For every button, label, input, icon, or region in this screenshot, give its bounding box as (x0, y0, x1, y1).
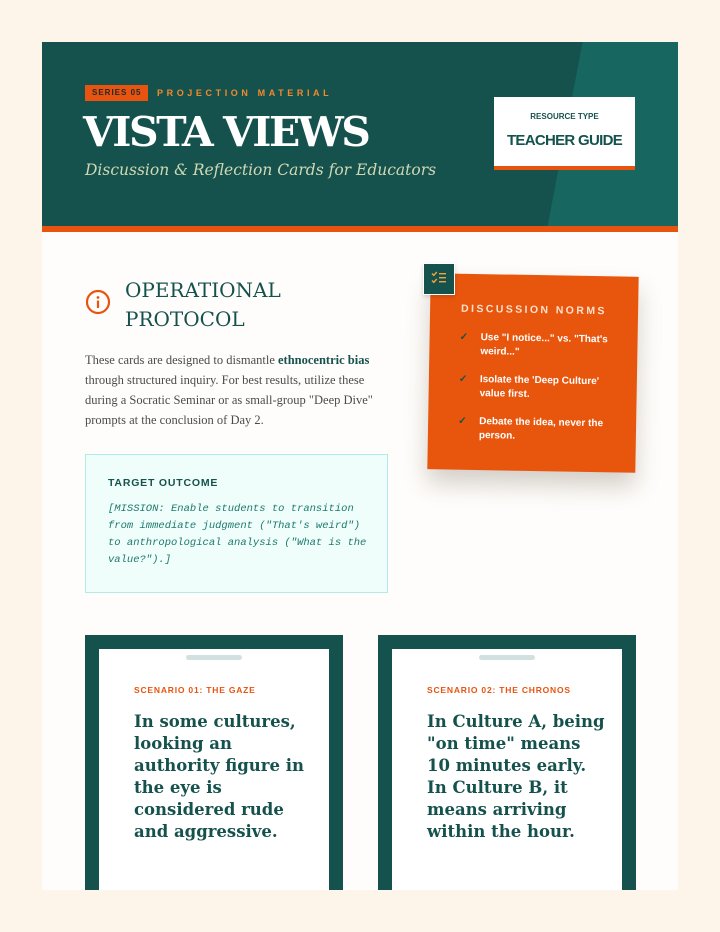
document-page (42, 42, 678, 890)
projection-label: PROJECTION MATERIAL (157, 88, 333, 98)
norm-item (458, 373, 619, 418)
target-outcome-box (85, 454, 388, 593)
protocol-title-line-1: OPERATIONAL (125, 278, 281, 302)
norm-item-text: Use "I notice..." vs. "That's weird..." (480, 332, 608, 358)
scenario-card (378, 635, 636, 890)
discussion-norms-card (427, 273, 638, 473)
protocol-body-start: These cards are designed to dismantle (85, 353, 278, 367)
scenario-text: In some cultures, looking an authority figure in the eye is considered rude and aggressive. (134, 712, 304, 841)
page-subtitle: Discussion & Reflection Cards for Educators (85, 161, 437, 179)
info-icon (85, 289, 111, 315)
scenario-label: SCENARIO 02: THE CHRONOS (427, 685, 571, 695)
check-icon: ✓ (458, 373, 468, 385)
protocol-body-emphasis: ethnocentric bias (278, 353, 370, 367)
scenario-text: In Culture A, being "on time" means 10 minutes early. In Culture B, it means arriving within the hour. (427, 712, 605, 841)
norm-item-text: Isolate the 'Deep Culture' value first. (479, 374, 600, 400)
discussion-norms-list (458, 331, 620, 460)
check-icon: ✓ (459, 331, 469, 343)
series-badge: SERIES 05 (85, 85, 148, 101)
norm-item (459, 331, 620, 376)
discussion-norms-title: DISCUSSION NORMS (461, 302, 607, 318)
header-accent-rule (42, 226, 678, 232)
resource-type-value: TEACHER GUIDE (506, 132, 623, 149)
resource-type-card (494, 97, 635, 170)
card-handle (479, 655, 535, 660)
scenario-card (85, 635, 343, 890)
norm-item (458, 415, 619, 460)
checklist-tag (423, 263, 455, 295)
check-icon: ✓ (458, 415, 467, 427)
protocol-description (85, 350, 395, 430)
protocol-body-end: through structured inquiry. For best results, utilize these during a Socratic Seminar or as small-group "Deep Dive" prompts at the conclusion of Day 2. (85, 373, 373, 427)
target-outcome-text: [MISSION: Enable students to transition from immediate judgment ("That's weird") to anthropological analysis ("What is the value?").] (108, 503, 367, 566)
scenario-card-face (99, 649, 329, 890)
card-handle (186, 655, 242, 660)
target-outcome-title: TARGET OUTCOME (108, 477, 219, 489)
page-title: VISTA VIEWS (83, 108, 369, 156)
scenario-card-face (392, 649, 622, 890)
header-banner (42, 42, 678, 232)
checklist-icon (424, 264, 453, 293)
protocol-title-line-2: PROTOCOL (125, 307, 245, 331)
scenario-label: SCENARIO 01: THE GAZE (134, 685, 256, 695)
protocol-title (125, 276, 345, 334)
norm-item-text: Debate the idea, never the person. (478, 416, 604, 442)
resource-type-label: RESOURCE TYPE (530, 112, 599, 121)
